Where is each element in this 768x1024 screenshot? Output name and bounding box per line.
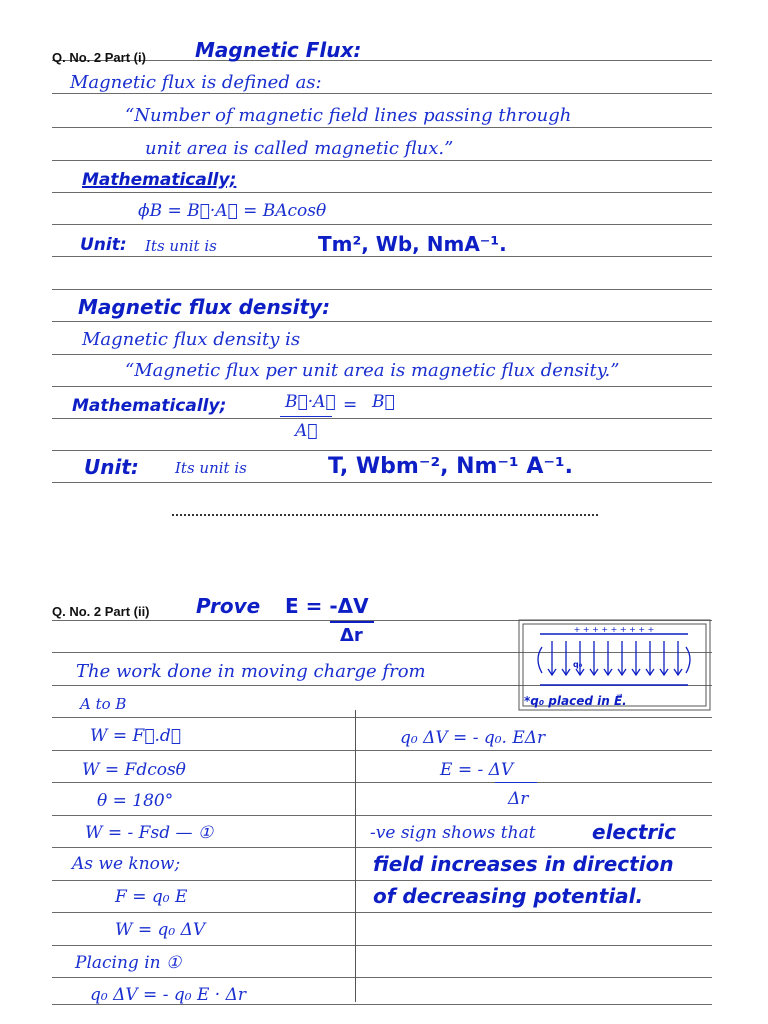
eq-work-force-distance: W = F⃗.d⃗ [90, 726, 182, 746]
flux-formula: ϕB = B⃗·A⃗ = BAcosθ [138, 201, 327, 221]
flux-density-intro: Magnetic flux density is [82, 329, 301, 350]
heading-magnetic-flux: Magnetic Flux: [195, 38, 362, 62]
flux-unit-value: Tm², Wb, NmA⁻¹. [318, 232, 507, 256]
question-label-part-i: Q. No. 2 Part (i) [52, 50, 146, 65]
right-fraction-bar [495, 782, 537, 783]
flux-density-formula-numerator: B⃗·A⃗ [285, 392, 336, 412]
prove-formula-denominator: Δr [340, 625, 363, 646]
plate-charges: + + + + + + + + + [573, 625, 655, 634]
flux-intro: Magnetic flux is defined as: [70, 72, 322, 93]
fraction-bar [280, 416, 332, 417]
test-charge: q₀ [573, 660, 583, 669]
eq-as-we-know: As we know; [72, 854, 181, 874]
right-eq2: E = - ΔV [440, 760, 514, 780]
math-heading-flux: Mathematically; [82, 170, 237, 190]
work-line1: The work done in moving charge from [76, 661, 426, 682]
conclusion-bold-1: electric [592, 820, 676, 844]
flux-density-unit-text: Its unit is [175, 459, 247, 477]
eq-work-one: W = - Fsd — ① [85, 823, 214, 843]
flux-density-unit-value: T, Wbm⁻², Nm⁻¹ A⁻¹. [328, 454, 573, 479]
conclusion-bold-3: of decreasing potential. [373, 884, 644, 908]
section-separator [172, 514, 598, 516]
question-label-part-ii: Q. No. 2 Part (ii) [52, 604, 150, 619]
column-divider [355, 710, 356, 1002]
flux-definition-line2: unit area is called magnetic flux.” [145, 138, 454, 159]
field-lines [538, 641, 690, 675]
conclusion-bold-2: field increases in direction [373, 852, 674, 876]
flux-density-definition: “Magnetic flux per unit area is magnetic flux density.” [125, 360, 620, 381]
eq-work-cos: W = Fdcosθ [82, 760, 186, 780]
work-line2: A to B [80, 695, 127, 713]
flux-density-unit-label: Unit: [84, 455, 139, 479]
flux-density-formula-equals: = [343, 395, 358, 415]
flux-density-formula-denominator: A⃗ [295, 421, 318, 441]
eq-theta: θ = 180° [97, 791, 174, 811]
right-eq1: q₀ ΔV = - q₀. EΔr [400, 728, 546, 748]
heading-flux-density: Magnetic flux density: [78, 295, 331, 319]
prove-formula-numerator: E = -ΔV [285, 594, 369, 618]
prove-heading: Prove [196, 594, 261, 618]
eq-substituted: q₀ ΔV = - q₀ E · Δr [90, 985, 246, 1005]
prove-fraction-bar [330, 621, 374, 623]
conclusion-lead: -ve sign shows that [370, 823, 536, 843]
math-heading-flux-density: Mathematically; [72, 396, 227, 416]
flux-definition-line1: “Number of magnetic field lines passing through [125, 105, 572, 126]
flux-density-formula-rhs: B⃗ [372, 392, 395, 412]
right-eq3: Δr [508, 789, 529, 809]
flux-unit-text: Its unit is [145, 237, 217, 255]
eq-placing: Placing in ① [75, 953, 182, 973]
eq-work-potential: W = q₀ ΔV [115, 920, 206, 940]
flux-unit-label: Unit: [80, 235, 127, 255]
diagram-caption: *q₀ placed in E⃗. [524, 694, 627, 708]
eq-force-charge: F = q₀ E [115, 887, 188, 907]
